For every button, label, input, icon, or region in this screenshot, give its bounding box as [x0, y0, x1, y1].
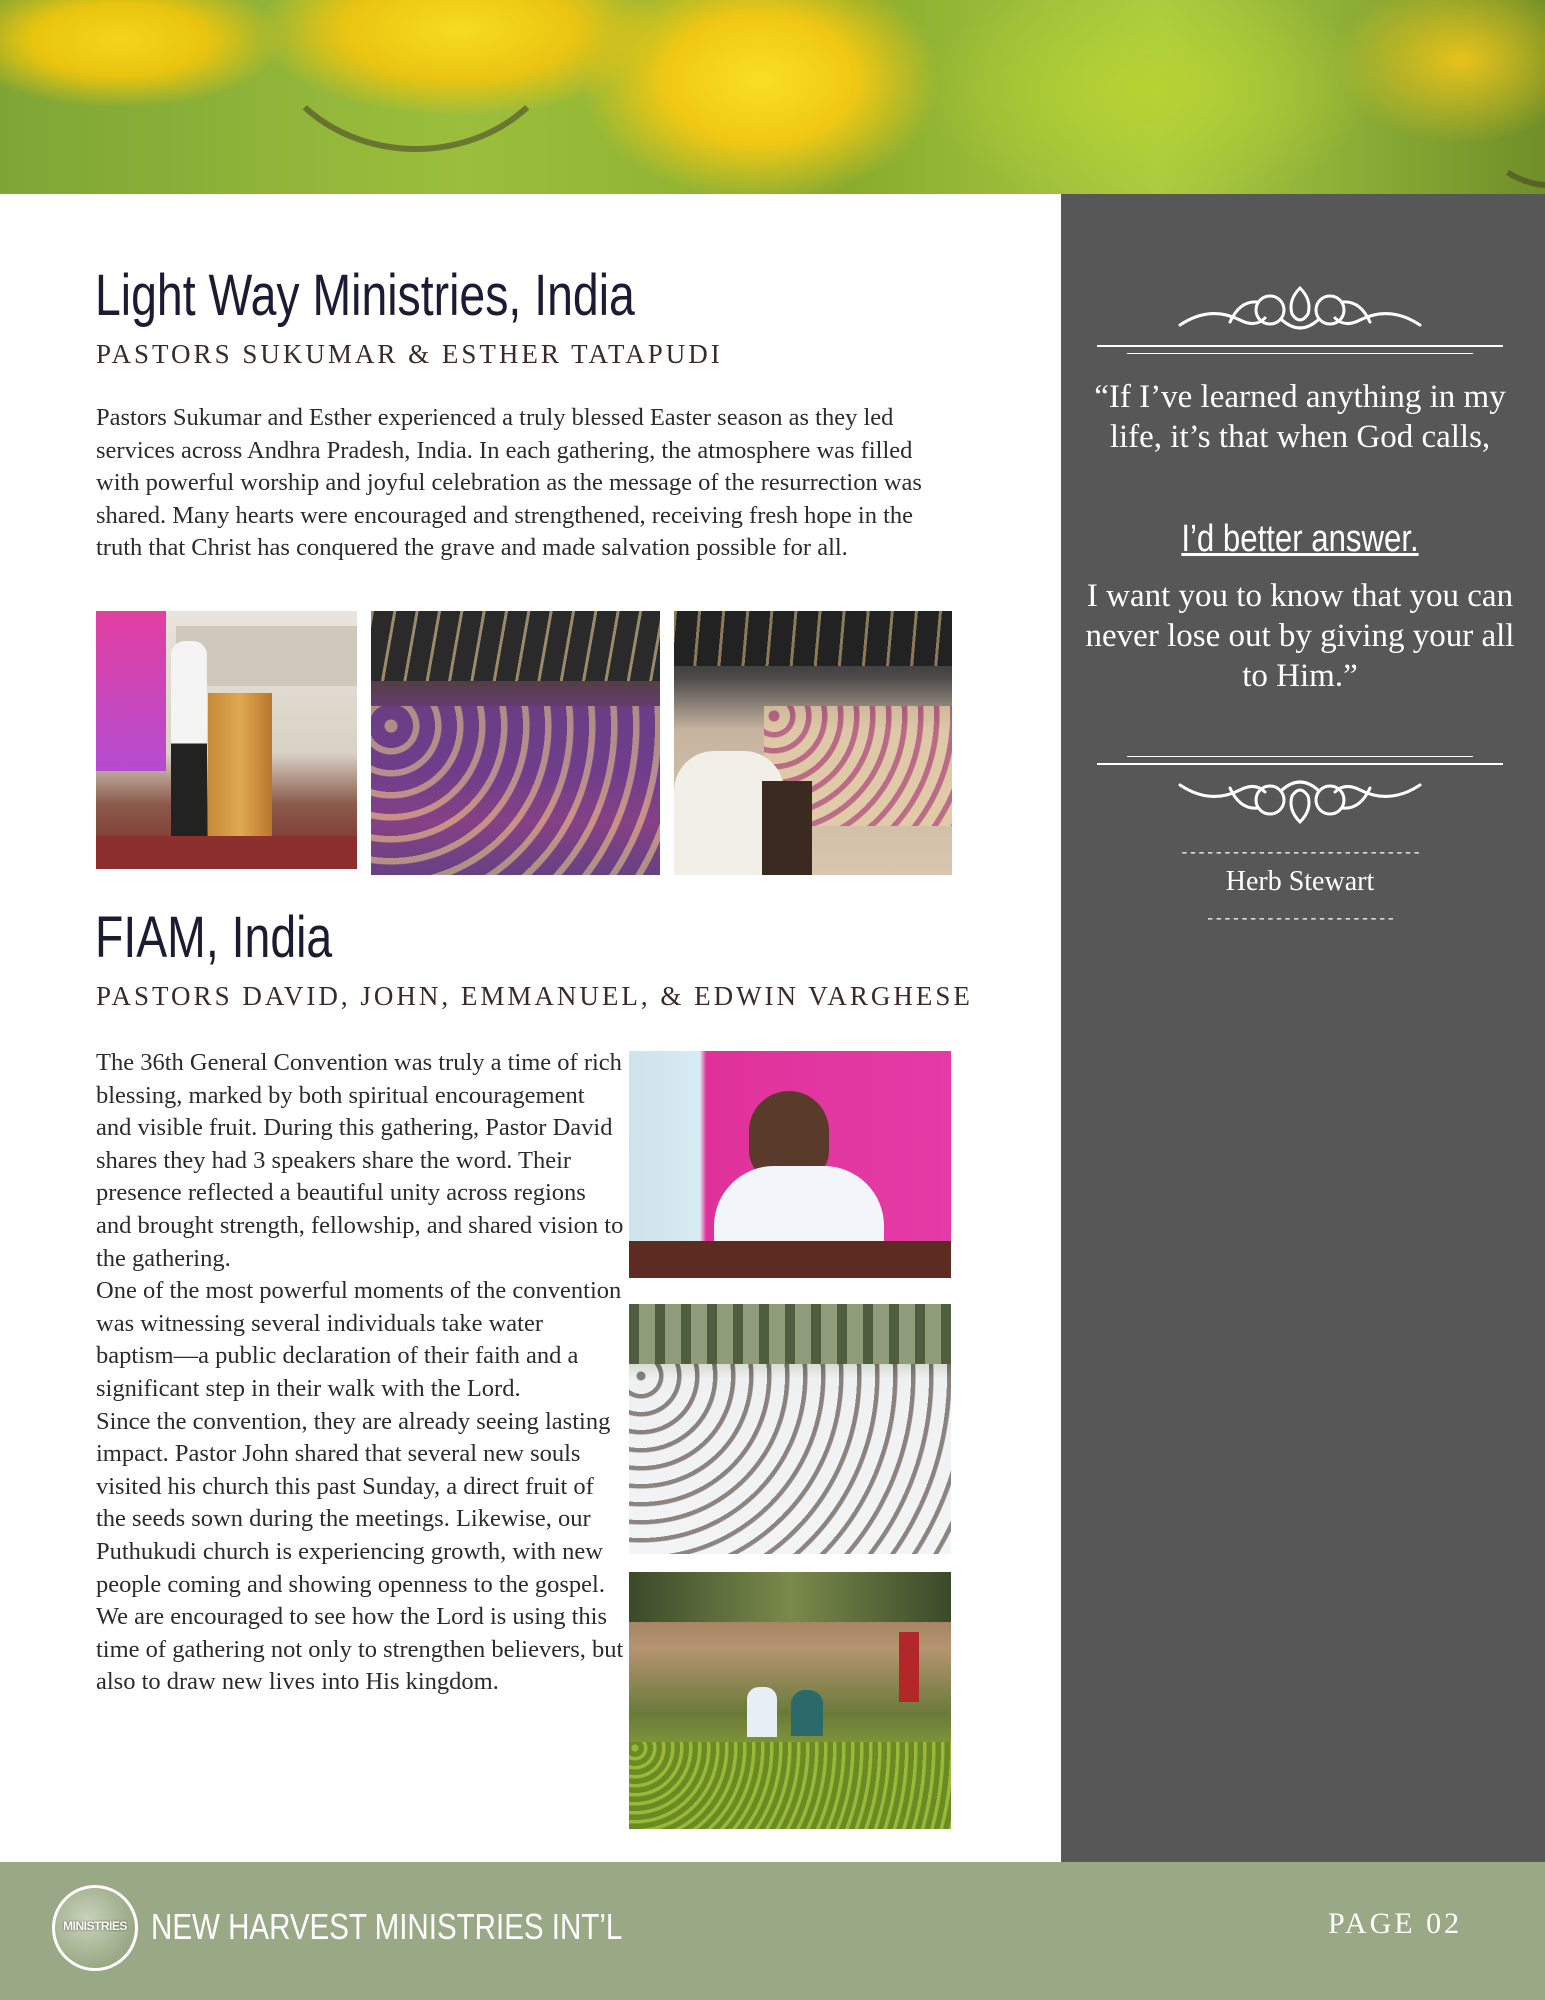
section2-paragraph-1: The 36th General Convention was truly a time of rich blessing, marked by both spiritual encouragement and visible fruit. During this gathering, Pastor David shares they had 3 speakers share the word. Their presence reflected a beautiful unity across regions and brought strength, fellowship, and shared vision to the gathering. [96, 1049, 624, 1272]
speaker-microphone-photo [629, 1051, 951, 1278]
quote-text-part1: “If I’ve learned anything in my life, it’s that when God calls, [1094, 379, 1506, 455]
pastor-preaching-photo [96, 611, 357, 869]
organization-name: NEW HARVEST MINISTRIES INT’L [151, 1906, 623, 1947]
top-flourish-ornament [1170, 280, 1430, 340]
congregation-photo [371, 611, 660, 875]
quote-emphasis: I’d better answer. [1181, 518, 1419, 560]
section2-paragraph-3: Since the convention, they are already seeing lasting impact. Pastor John shared that several new souls visited his church this past Sunday, a direct fruit of the seeds sown during the meetings. Likewise, our Puthukudi church is experiencing growth, with new people coming and showing openness to the gospel. We are encouraged to see how the Lord is using this time of gathering not only to strengthen believers, but also to draw new lives into His kingdom. [96, 1407, 624, 1696]
section1-body [96, 402, 958, 565]
section1-paragraph: Pastors Sukumar and Esther experienced a truly blessed Easter season as they led services across Andhra Pradesh, India. In each gathering, the atmosphere was filled with powerful worship and joyful celebration as the message of the resurrection was shared. Many hearts were encouraged and strengthened, receiving fresh hope in the truth that Christ has conquered the grave and made salvation possible for all. [96, 404, 922, 562]
section1-title: Light Way Ministries, India [95, 263, 635, 328]
top-rule-2 [1127, 353, 1473, 354]
bottom-rule-2 [1097, 763, 1503, 765]
convention-attendees-photo [629, 1304, 951, 1554]
section2-body [96, 1047, 624, 1699]
water-baptism-photo [629, 1572, 951, 1829]
author-dashes-bottom: ---------------------- [1205, 910, 1395, 928]
quote-text-part2: I want you to know that you can never lose out by giving your all to Him.” [1085, 578, 1515, 694]
bottom-rule-1 [1127, 756, 1473, 757]
top-rule-1 [1097, 345, 1503, 347]
author-dashes-top: ---------------------------- [1179, 844, 1421, 862]
section2-subtitle: PASTORS DAVID, JOHN, EMMANUEL, & EDWIN VARGHESE [96, 981, 973, 1011]
section1-subtitle: PASTORS SUKUMAR & ESTHER TATAPUDI [96, 339, 723, 369]
section2-title: FIAM, India [95, 905, 333, 970]
ministry-logo-globe-icon [52, 1885, 138, 1971]
service-crowd-photo [674, 611, 952, 875]
quote-author: Herb Stewart [1225, 866, 1375, 897]
bottom-flourish-ornament [1170, 770, 1430, 830]
flower-banner-image [0, 0, 1545, 194]
section2-paragraph-2: One of the most powerful moments of the convention was witnessing several individuals take water baptism—a public declaration of their faith and a significant step in their walk with the Lord. [96, 1277, 622, 1402]
page-number: PAGE 02 [1328, 1907, 1463, 1940]
logo-text: MINISTRIES [63, 1919, 127, 1933]
